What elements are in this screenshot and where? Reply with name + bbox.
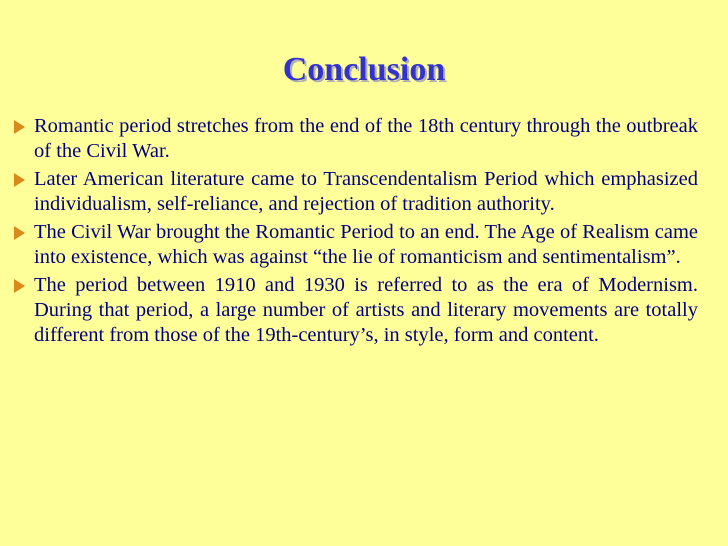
bullet-text: Later American literature came to Transcendentalism Period which emphasized individualism, self-reliance, and rejection of tradition authority. (34, 168, 698, 215)
bullet-list (14, 114, 698, 351)
arrowhead-bullet-icon (14, 120, 25, 134)
bullet-text: The period between 1910 and 1930 is referred to as the era of Modernism. During that period, a large number of artists and literary movements are totally different from those of the 19th-century’s, in style, form and content. (34, 274, 698, 346)
bullet-item (14, 220, 698, 270)
bullet-item (14, 114, 698, 164)
bullet-text: Romantic period stretches from the end of the 18th century through the outbreak of the Civil War. (34, 115, 698, 162)
arrowhead-bullet-icon (14, 279, 25, 293)
arrowhead-bullet-icon (14, 226, 25, 240)
bullet-item (14, 273, 698, 348)
bullet-text: The Civil War brought the Romantic Period to an end. The Age of Realism came into existence, which was against “the lie of romanticism and sentimentalism”. (34, 221, 698, 268)
arrowhead-bullet-icon (14, 173, 25, 187)
bullet-item (14, 167, 698, 217)
slide-title: Conclusion (282, 51, 446, 88)
